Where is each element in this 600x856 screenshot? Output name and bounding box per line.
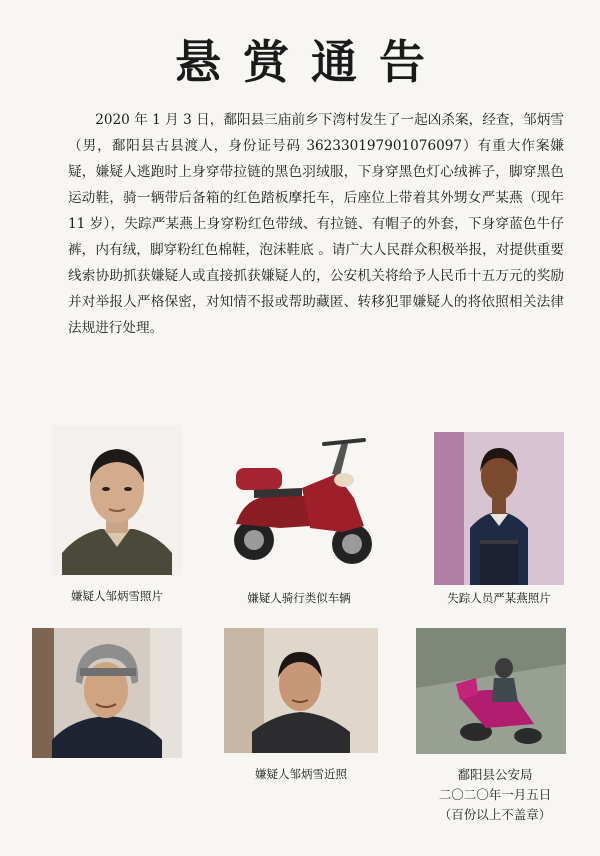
suspect-recent-photo-caption: 嫌疑人邹炳雪近照 xyxy=(255,767,347,781)
vehicle-photo xyxy=(214,428,384,578)
issuer-name: 鄱阳县公安局 xyxy=(457,767,533,782)
missing-person-photo xyxy=(434,432,564,585)
notice-body: 2020 年 1 月 3 日，鄱阳县三庙前乡下湾村发生了一起凶杀案，经查，邹炳雪（男，鄱阳县古县渡人，身份证号码 362330197901076097）有重大作案嫌疑，嫌疑人逃跑时上身穿带拉链的黑色羽绒服，下身穿黑色灯心绒裤子，脚穿黑色运动鞋，骑一辆带后备箱的红色踏板摩托车，后座位上带着其外甥女严某燕（现年 11 岁），失踪严某燕上身穿粉红色带绒、有拉链、有帽子的外套，下身穿蓝色牛仔裤，内有绒，脚穿粉红色棉鞋，泡沫鞋底 。请广大人民群众积极举报，对提供重要线索协助抓获嫌疑人或直接抓获嫌疑人的，公安机关将给予人民币十五万元的奖励并对举报人严格保密，对知情不报或帮助藏匿、转移犯罪嫌疑人的将依照相关法律法规进行处理。 xyxy=(68,112,564,336)
vehicle-photo-caption: 嫌疑人骑行类似车辆 xyxy=(247,591,351,605)
motorcycle-surveillance-photo xyxy=(416,628,566,754)
issue-date: 二〇二〇年一月五日 xyxy=(438,787,552,802)
suspect-helmet-photo xyxy=(32,628,182,758)
suspect-photo xyxy=(52,425,182,575)
stamp-note: （百份以上不盖章） xyxy=(438,807,552,822)
missing-person-photo-caption: 失踪人员严某燕照片 xyxy=(447,591,551,605)
suspect-recent-photo xyxy=(224,628,378,753)
notice-title: 悬赏通告 xyxy=(175,35,447,89)
notice-footer xyxy=(400,765,590,825)
suspect-photo-caption: 嫌疑人邹炳雪照片 xyxy=(71,589,163,603)
